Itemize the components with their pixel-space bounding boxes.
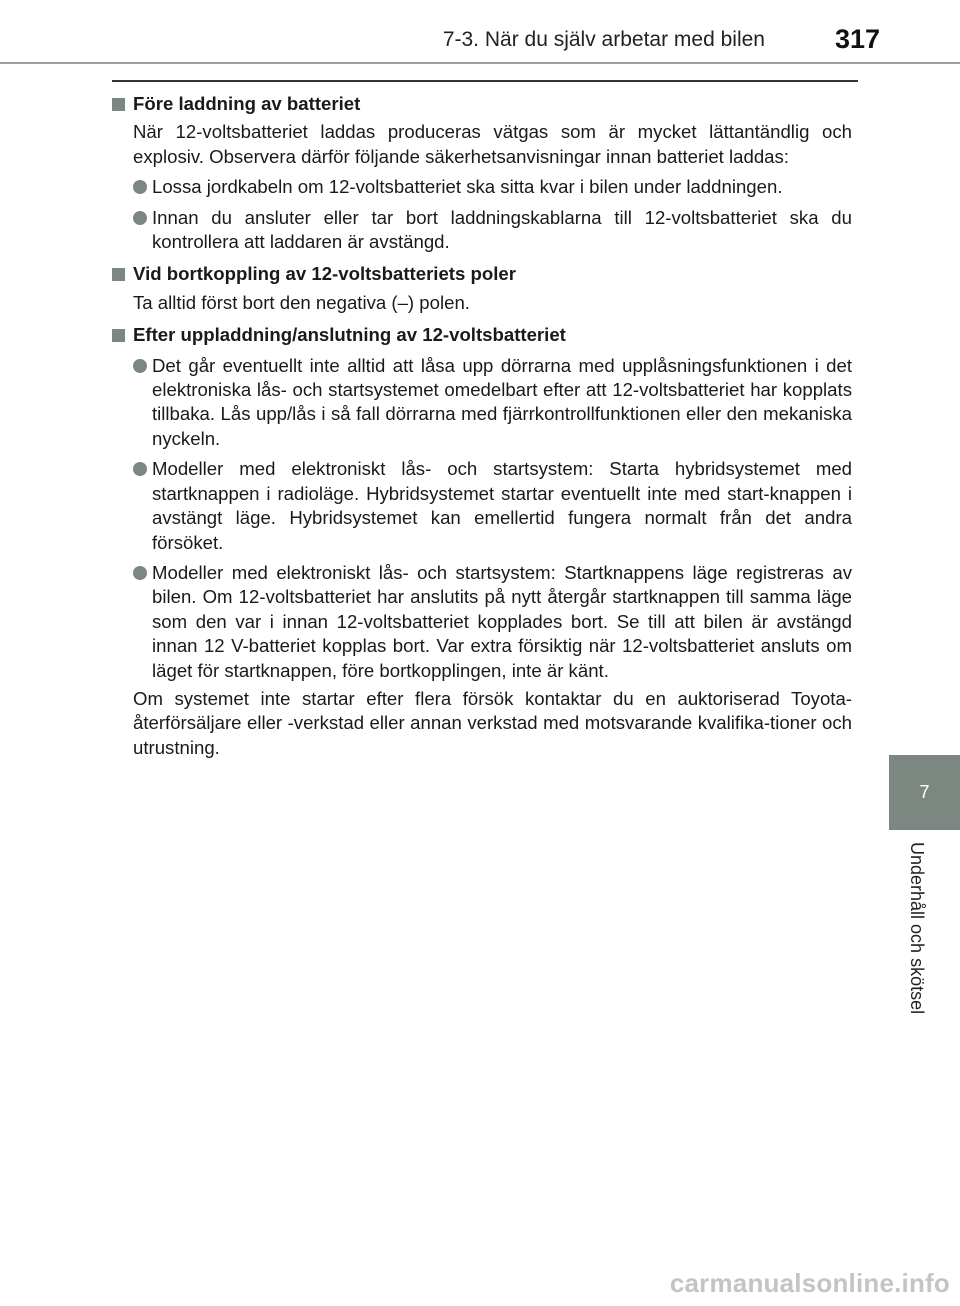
- section-heading-text: Efter uppladdning/anslutning av 12-voltsbatteriet: [133, 324, 566, 346]
- list-item-text: Modeller med elektroniskt lås- och startsystem: Starta hybridsystemet med startknappen i radioläge. Hybridsystemet startar eventuellt inte med start-knappen i avstängt läge. Hybridsystemet kan emellertid fungera normalt från det andra försöket.: [152, 458, 852, 553]
- round-bullet-icon: [133, 566, 147, 580]
- list-item: [133, 206, 852, 255]
- chapter-label: Underhåll och skötsel: [907, 842, 927, 1015]
- page-number: 317: [834, 24, 880, 54]
- square-bullet-icon: [112, 268, 125, 281]
- section-intro: Ta alltid först bort den negativa (–) polen.: [133, 291, 470, 313]
- list-item-text: Modeller med elektroniskt lås- och startsystem: Startknappens läge registreras av bilen. Om 12-voltsbatteriet har anslutits på nytt återgår startknappen till samma läge som den var i innan 12-voltsbatteriet kopplades bort. Se till att bilen är avstängd innan 12 V-batteriet kopplas bort. Var extra försiktig när 12-voltsbatteriet ansluts om läget för startknappen, före bortkopplingen, inte är känt.: [152, 561, 852, 681]
- page-content: [112, 92, 852, 760]
- content-top-rule: [112, 80, 858, 82]
- list-item: [133, 175, 852, 199]
- list-item-text: Innan du ansluter eller tar bort laddningskablarna till 12-voltsbatteriet ska du kontrollera att laddaren är avstängd.: [152, 206, 852, 253]
- running-header-title: 7-3. När du själv arbetar med bilen: [442, 28, 765, 51]
- square-bullet-icon: [112, 98, 125, 111]
- section-heading-text: Vid bortkoppling av 12-voltsbatteriets poler: [133, 263, 516, 285]
- round-bullet-icon: [133, 462, 147, 476]
- list-item-text: Det går eventuellt inte alltid att låsa upp dörrarna med upplåsningsfunktionen i det elektroniska lås- och startsystemet omedelbart efter att 12-voltsbatteriet har kopplats tillbaka. Lås upp/lås i så fall dörrarna med fjärrkontrollfunktionen eller den mekaniska nyckeln.: [152, 354, 852, 449]
- section-heading: [112, 92, 852, 116]
- section-heading-text: Före laddning av batteriet: [133, 93, 361, 114]
- square-bullet-icon: [112, 329, 125, 342]
- round-bullet-icon: [133, 180, 147, 194]
- header-divider: [0, 62, 960, 64]
- round-bullet-icon: [133, 211, 147, 225]
- list-item: [133, 457, 852, 555]
- section-heading: [112, 323, 852, 347]
- section-outro: Om systemet inte startar efter flera försök kontaktar du en auktoriserad Toyota-återförsäljare eller -verkstad eller annan verkstad med motsvarande kvalifika-tioner och utrustning.: [133, 687, 852, 758]
- section-intro: När 12-voltsbatteriet laddas produceras vätgas som är mycket lättantändlig och explosiv. Observera därför följande säkerhetsanvisningar innan batteriet laddas:: [133, 121, 852, 167]
- watermark-logo: carmanualsonline.info: [669, 1268, 950, 1298]
- round-bullet-icon: [133, 359, 147, 373]
- list-item: [133, 561, 852, 683]
- section-heading: [112, 262, 852, 286]
- chapter-tab: [889, 755, 960, 830]
- list-item: [133, 354, 852, 452]
- chapter-number: 7: [919, 782, 930, 802]
- list-item-text: Lossa jordkabeln om 12-voltsbatteriet ska sitta kvar i bilen under laddningen.: [152, 176, 783, 198]
